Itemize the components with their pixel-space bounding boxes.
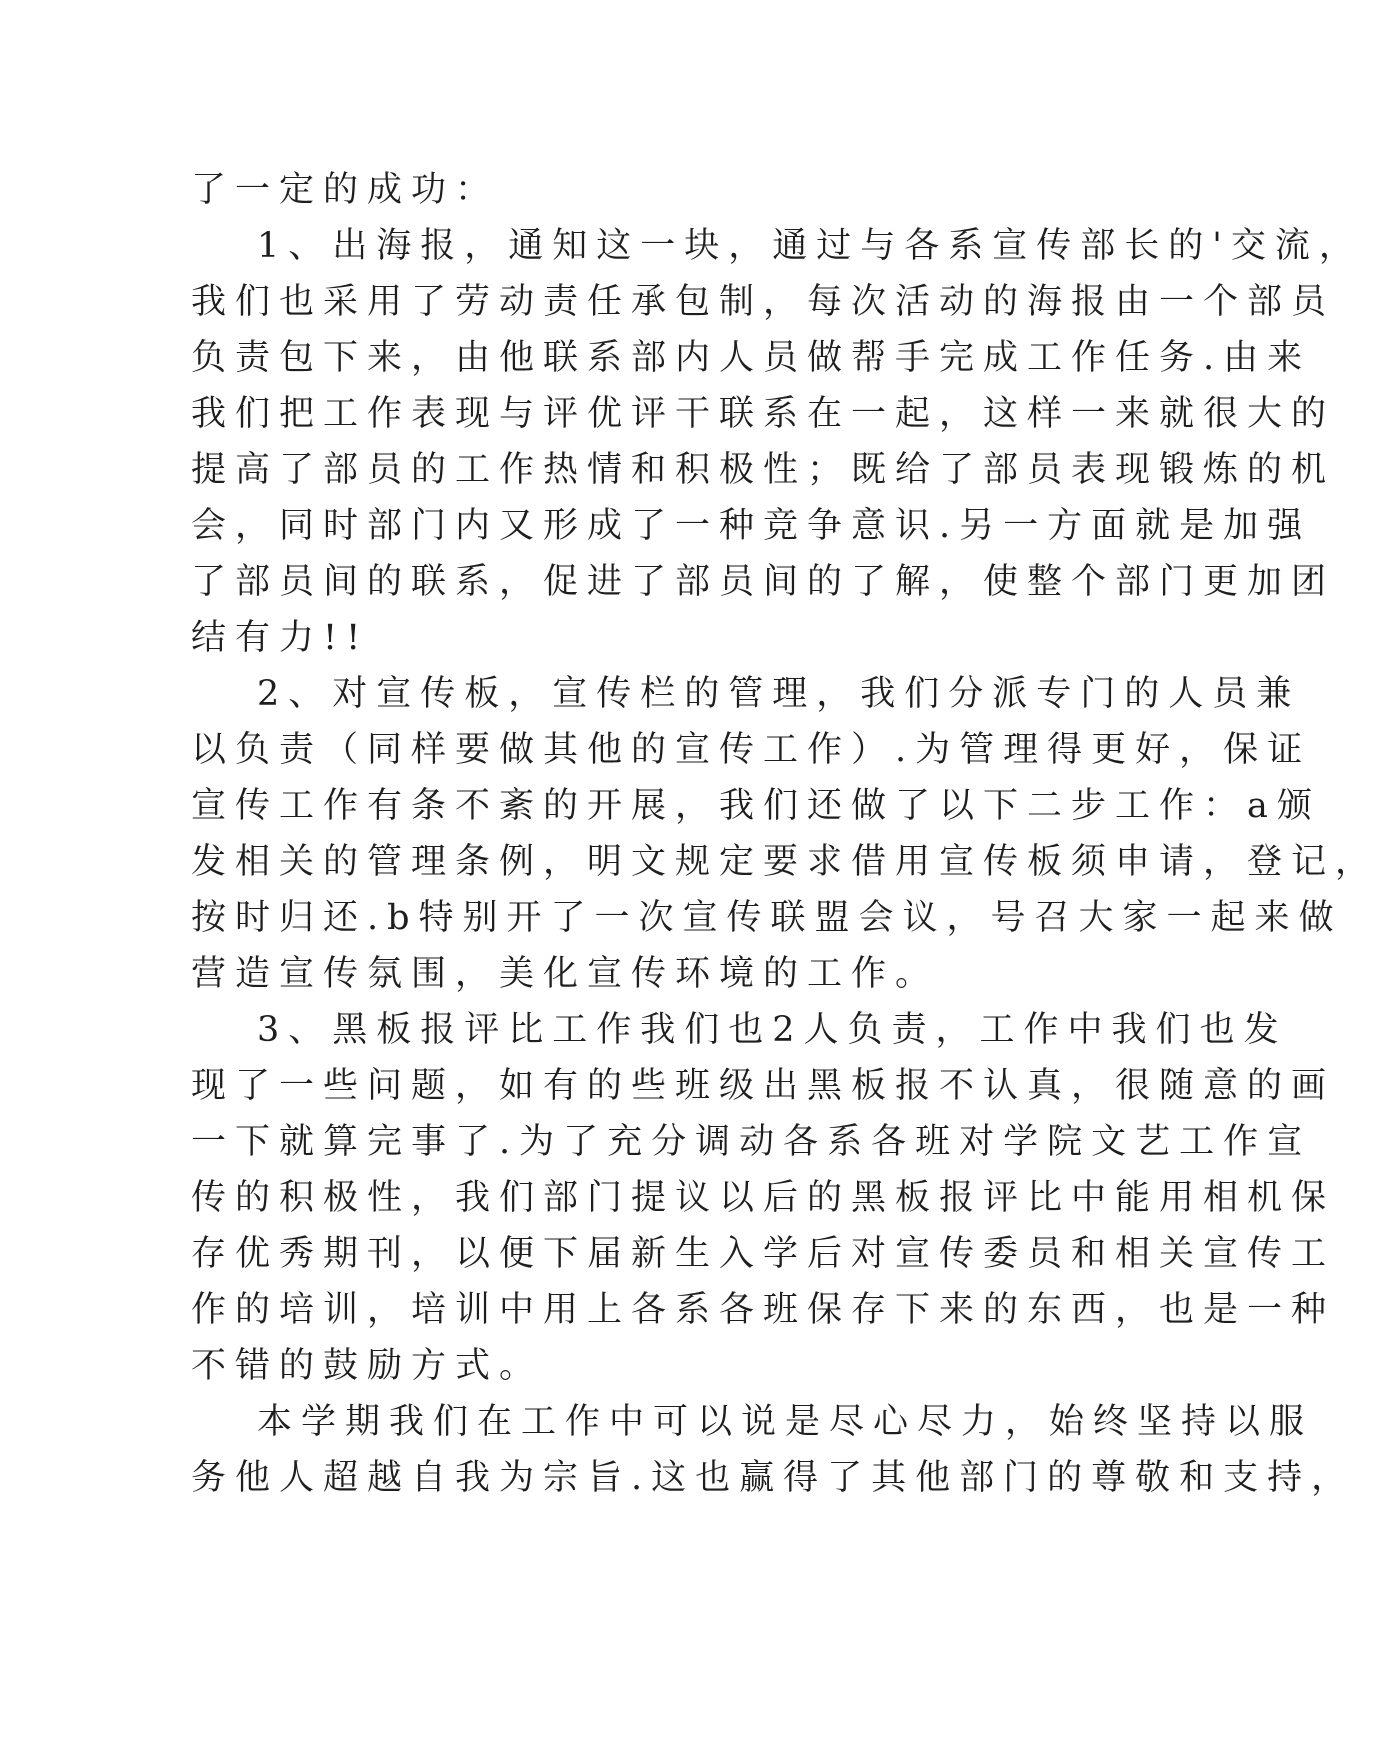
text-line: 现了一些问题，如有的些班级出黑板报不认真，很随意的画 [191, 1066, 1336, 1106]
text-line: 以负责（同样要做其他的宣传工作）.为管理得更好，保证 [191, 730, 1312, 770]
text-line: 2、对宣传板，宣传栏的管理，我们分派专门的人员兼 [257, 674, 1301, 714]
text-line: 不错的鼓励方式。 [191, 1346, 544, 1386]
text-line: 作的培训，培训中用上各系各班保存下来的东西，也是一种 [191, 1290, 1336, 1330]
text-line: 营造宣传氛围，美化宣传环境的工作。 [191, 954, 940, 994]
text-line: 结有力!! [191, 618, 370, 658]
text-line: 3、黑板报评比工作我们也2人负责，工作中我们也发 [257, 1010, 1288, 1050]
text-line: 负责包下来，由他联系部内人员做帮手完成工作任务.由来 [191, 338, 1312, 378]
text-line: 我们把工作表现与评优评干联系在一起，这样一来就很大的 [191, 394, 1336, 434]
text-line: 我们也采用了劳动责任承包制，每次活动的海报由一个部员 [191, 282, 1336, 322]
text-line: 存优秀期刊，以便下届新生入学后对宣传委员和相关宣传工 [191, 1234, 1336, 1274]
text-line: 了一定的成功： [191, 170, 500, 210]
text-line: 传的积极性，我们部门提议以后的黑板报评比中能用相机保 [191, 1178, 1336, 1218]
text-line: 按时归还.b特别开了一次宣传联盟会议，号召大家一起来做 [191, 898, 1343, 938]
text-line: 了部员间的联系，促进了部员间的了解，使整个部门更加团 [191, 562, 1336, 602]
text-line: 1、出海报，通知这一块，通过与各系宣传部长的'交流， [257, 226, 1363, 266]
text-line: 一下就算完事了.为了充分调动各系各班对学院文艺工作宣 [191, 1122, 1312, 1162]
text-line: 本学期我们在工作中可以说是尽心尽力，始终坚持以服 [257, 1402, 1314, 1442]
text-line: 发相关的管理条例，明文规定要求借用宣传板须申请，登记， [191, 842, 1379, 882]
text-line: 务他人超越自我为宗旨.这也赢得了其他部门的尊敬和支持， [191, 1458, 1356, 1498]
text-line: 提高了部员的工作热情和积极性；既给了部员表现锻炼的机 [191, 450, 1336, 490]
text-line: 宣传工作有条不紊的开展，我们还做了以下二步工作：a颁 [191, 786, 1321, 826]
text-line: 会，同时部门内又形成了一种竞争意识.另一方面就是加强 [191, 506, 1312, 546]
document-body [191, 162, 1379, 1506]
